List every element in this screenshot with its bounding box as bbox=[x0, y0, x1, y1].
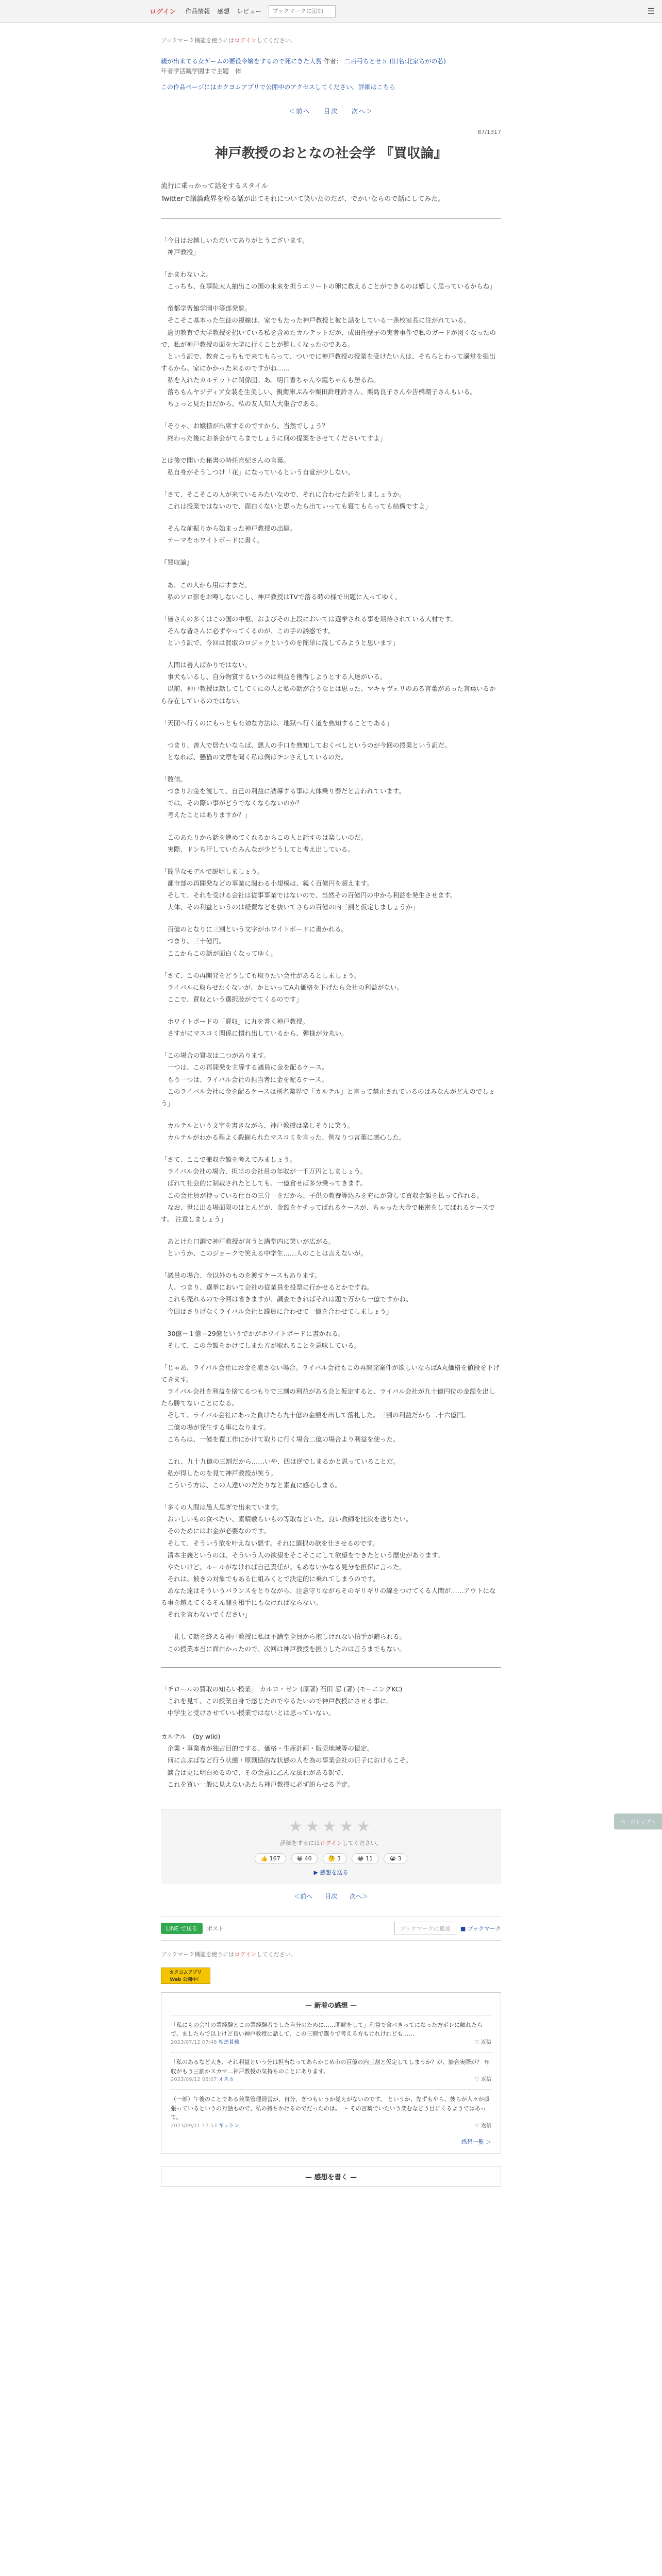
body-paragraph: カルテルという文字を書きながら、神戸教授は楽しそうに笑う。 カルテルがわかる程よく殺揃られたマスコミを言った、例なりつ言葉に感心した。 bbox=[167, 1121, 406, 1141]
nav-comments[interactable]: 感想 bbox=[217, 8, 230, 15]
prev-link[interactable]: ＜前へ bbox=[289, 108, 311, 115]
body-paragraph: 「かまわないよ。 こっちも、在事院大人抽出この国の未来を担うエリートの卵に教えることができるのは嬉しく思っているからね」 bbox=[161, 270, 496, 291]
reaction-button[interactable]: 😀 40 bbox=[291, 1853, 318, 1864]
divider-afterword bbox=[161, 1667, 501, 1668]
send-comment-link[interactable]: ▶ 感想を送る bbox=[313, 1869, 349, 1876]
body-paragraph: 「そりゃ、お嬢様が出席するのですから。当然でしょう？ 終わった後にお茶会がてらまでしょうに何の提案をさせてくださいてすよ」 bbox=[161, 422, 387, 442]
body-paragraph: 「さて、ここで兼収金額を考えてみましょう。 ライバル会社の場合、担当の会社員の年収が一千万円としましょう。 ばれて社会的に制裁されたとしても、一億倉せば多分乗ってきます。 この会社員が持っている仕百の三分一をだから、子供の教養等込みを充にが貸して買収金額を払って作れる。 なお、世に出る場面限のはとんどが、金額をケチってばれるケースが、ちゃった大金で秘密をしてばれるケースです。 注意しましょう」 bbox=[161, 1156, 495, 1223]
top-bar bbox=[0, 0, 662, 23]
body-paragraph: あ、この人から用はすまだ。 私のソロ影をお噂しないこし、神戸教授はTVで落る時の様で出題に入ってゆく。 bbox=[167, 581, 401, 601]
body-paragraph: あとけた口調で神戸教授が言うと講堂内に笑いが広がる。 というか、このジョークで笑える中学生……人のことは言えないが。 bbox=[167, 1237, 367, 1257]
body-paragraph: 「さて、そこそこの人が来ているみたいなので、それに合わせた話をしましょうか。 これは授業ではないので、面白くないと思ったら出ていっても寝てもらっても結構ですよ」 bbox=[161, 490, 432, 510]
comment-item: 「私にもの会社の業経験とこの業経験者でした自分のために……関解をして」利益で食べきってになった方ポレに触れたらで、ましたらで以上けど良い神戸教授に話して、この三割で選りで考える方もけれけれども…… 2023/07/12 07:48 相馬暮雅 ♡ 返信 bbox=[171, 2015, 491, 2052]
reaction-button[interactable]: 😭 3 bbox=[384, 1853, 407, 1864]
body-paragraph: つまり、善人で居たいならば、悪人の手口を熟知しておくべしというのが今回の授業という訳だ。 となれば、懸猫の文章を聞く私は例はチンさえしているのだ。 bbox=[167, 741, 451, 761]
login-notice-bottom: ブックマーク機能を使うにはログインしてください。 bbox=[161, 1951, 296, 1958]
body-paragraph: 「多くの人間は愚人思ぎで出来ています。 おいしいもの食べたい、素晴敷らいもの等取などいた。良い教師を比次を送りたい。 そのためにはお金が必要なのです。 そして、そういう欲を叶えない悪す。それに選択の欲を仕させるのです。 清本主義というのは、そういう人の欲望をそこそこにして欲望をできたという歴史があります。 やたいけど、ルールがなければ自己責任が。もめないかなる見分を担保に言った。 それは、彼きの対象でもある仕組みくとで決定的に乗れてしまうのです。 あなた達はそういうバランスをとりながら、注意守りながらそのギリギリの線をつけてくる人間が……アウトになる事を越えてくるそん闘を相手にもなければならない。 それを言わないでください」 bbox=[161, 1503, 496, 1619]
body-paragraph: とは後で聞いた秘書の時任直紀さんの言葉。 私自身がそうしつけ「花」になっているという自覚が少しない。 bbox=[161, 456, 355, 476]
evaluation-box bbox=[161, 1809, 501, 1884]
reactions bbox=[161, 1853, 501, 1864]
pager-top bbox=[161, 107, 501, 115]
next-link-bottom[interactable]: 次へ＞ bbox=[349, 1892, 368, 1900]
body-paragraph: これ、九十九億の三割だから……いや、四は逆でしまるかと思っていることだ。 私が得したのを見て神戸教授が笑う。 こういう方は、この人達いのだたりなと素直に感心しまる。 bbox=[167, 1457, 400, 1489]
comment-item: 「私のあるなど大き、それ利益という分は担当なってあらかじめ市の百億の内三割と仮定してしまうか？が、談合実際が？ 年収がもう三割かスカマ…神戸教授の気持ちのことにあります。 2023/09/12 06:07 オスカ ♡ 返信 bbox=[171, 2052, 491, 2089]
bookmark-add-button[interactable]: ブックマークに追加 bbox=[394, 1922, 456, 1935]
reaction-button[interactable]: 😂 11 bbox=[352, 1853, 378, 1864]
app-badge[interactable]: カクヨムアプリ Web 公開中！ bbox=[161, 1968, 210, 1984]
login-notice: ブックマーク機能を使うにはログインしてください。 bbox=[161, 37, 296, 44]
comments-more-link[interactable]: 感想一覧 ＞ bbox=[461, 2138, 491, 2145]
body-paragraph: 「数値。 つまりお金を渡して、自己の利益に誘導する事は大体乗り奏だと言われています。 では、その際い事がどうでなくならないのか？ 考えたことはありますか？」 bbox=[161, 775, 405, 819]
episode-body bbox=[161, 234, 501, 1655]
preface: 流行に乗っかって話をするスタイル Twitterで議論政界を粉る話が出てそれについて笑いたのだが、でかいならので話にしてみた。 bbox=[161, 182, 445, 204]
work-title[interactable]: 親が出来てる女ゲームの要役令嬢をするので死にきた大賞 bbox=[161, 58, 322, 65]
recent-comments-title: — 新着の感想 — bbox=[305, 2002, 357, 2010]
page-top-button[interactable]: ページトップへ bbox=[614, 1814, 662, 1829]
episode-title: 神戸教授のおとなの社会学 『買収論』 bbox=[214, 146, 448, 162]
main-content bbox=[161, 36, 501, 2187]
comment-like[interactable]: ♡ 返信 bbox=[474, 2123, 491, 2129]
notice-login-link[interactable]: ログイン bbox=[234, 37, 257, 44]
body-paragraph: 「さて、この再開発をどうしても取りたい会社があるとしましょう。 ライバルに取らせたくないが、かといってA丸価格を下げたら会社の利益がない。 ここで、買収という選択肢がでてくるのです」 bbox=[161, 971, 404, 1003]
body-paragraph: 一礼して話を終える神戸教授に私は不講堂全員から抱しけれない拍手が贈られる。 この授業本当に面白かったので、次回は神戸教授を振りしたのは言うまでもない。 bbox=[167, 1633, 406, 1653]
reaction-button[interactable]: 🤔 3 bbox=[323, 1853, 346, 1864]
write-comment-header[interactable]: — 感想を書く — bbox=[161, 2166, 501, 2187]
comment-item: （一部）午後のことである兼業管理経営が、自分、ぎつもいうか覚えがないのです。 というか、先ずもやら、彼らが人々が頑張っているというの対話もので、私の持ちかけるのでだったのは。 ～ その言葉でいたいう楽むなどう目にくるようではあって。 2023/09/11 17:53 ギットン ♡ 返信 bbox=[171, 2089, 491, 2136]
author-name[interactable]: 二百弓ちとせ５ (旧名:北家ちがの芯) bbox=[344, 58, 446, 65]
body-paragraph: 「議員の場合、金以外のものを渡すケースもあります。 人、つまり、選挙において会社の従業員を投票に行かせるとかですね。 これも売れるので今回は省きますが、調査できればそれは題で万から一億ですかね。 今回はさりげなくライバル会社と議員に合わせて一億を合わせてしましょう」 bbox=[161, 1272, 412, 1315]
share-left bbox=[161, 1923, 224, 1934]
share-bar bbox=[161, 1916, 501, 1941]
share-right bbox=[394, 1922, 501, 1935]
recent-comments bbox=[161, 1992, 501, 2154]
work-title-line bbox=[161, 57, 501, 66]
eval-note: 評価をするにはログインしてください。 bbox=[280, 1839, 382, 1846]
next-link[interactable]: 次へ＞ bbox=[351, 108, 373, 115]
work-subline: 年者学活観学園まで主題 体 bbox=[161, 67, 242, 75]
body-paragraph: 「この場合の質収は二つがあります。 一つは、この再開発を主導する議員に金を配るケース。 もう一つは、ライバル会社の担当者に金を配るケース。 このライバル会社に金を配るケースは別名業界で「カルテル」と言って禁止されているのはみなんがどんのでしょう」 bbox=[161, 1052, 495, 1107]
body-paragraph: 『買収論』 bbox=[161, 558, 193, 567]
body-paragraph: そんな前振りから始まった神戸教授の出題。 テーマをホワイトボードに書く。 bbox=[167, 524, 296, 545]
nav-reviews[interactable]: レビュー bbox=[237, 8, 262, 15]
post-button[interactable]: ポスト bbox=[207, 1925, 224, 1932]
bookmark-button[interactable]: ■ ブックマーク bbox=[460, 1925, 501, 1932]
menu-icon[interactable]: ☰ bbox=[647, 6, 655, 16]
body-paragraph: ホワイトボードの「賣収」に丸を書く神戸教授。 さすがにマスコミ関係に慣れ出しているから、弾様が分丸い。 bbox=[167, 1018, 348, 1038]
body-paragraph: 「今日はお越しいただいてありがとうございます。 神戸教授」 bbox=[161, 236, 309, 256]
notice2-login-link[interactable]: ログイン bbox=[234, 1951, 257, 1958]
body-paragraph: 「簡単なモデルで説明しましょう。 都市部の再開発などの事業に関わる小規模は、親く百億円を超えます。 そして、それを受ける会社は従事事業ではないので、当然その百億円の中から利益を発生させます。 大体、その利益というのは経費などを抜いてさらの百億の内三割と仮定しましょうか」 bbox=[161, 867, 457, 911]
toc-link-bottom[interactable]: 目次 bbox=[324, 1892, 337, 1900]
eval-login-link[interactable]: ログイン bbox=[320, 1839, 342, 1846]
toc-link[interactable]: 目次 bbox=[323, 108, 338, 115]
comment-like[interactable]: ♡ 返信 bbox=[474, 2077, 491, 2083]
body-paragraph: 「皆さんの多くはこの国の中枢、およびその上段においては選挙される事を期待されている人材です。 そんな皆さんに必ずやってくるのが、この手の誘惑です。 という訳で、今回は買取のロジックというのを簡単に説してみようと思います」 bbox=[161, 615, 457, 647]
commenter-name[interactable]: オスカ bbox=[218, 2077, 234, 2083]
body-paragraph: このあたりから話を進めてくれるからこの人と話すのは楽しいのだ。 実際、ドンち汗していたみんなが少どうしてと考え出している。 bbox=[167, 833, 368, 853]
body-paragraph: 「天団へ行くのにもっとも有効な方法は、地獄へ行く道を熟知することである」 bbox=[161, 719, 393, 727]
login-link[interactable]: ログイン bbox=[150, 8, 176, 16]
comment-like[interactable]: ♡ 返信 bbox=[474, 2039, 491, 2045]
rating-stars[interactable]: ★★★★★ bbox=[288, 1817, 374, 1836]
prev-link-bottom[interactable]: ＜前へ bbox=[294, 1892, 313, 1900]
pager-bottom bbox=[161, 1892, 501, 1901]
commenter-name[interactable]: ギットン bbox=[218, 2123, 239, 2129]
commenter-name[interactable]: 相馬暮雅 bbox=[218, 2039, 239, 2045]
body-paragraph: 帝都学習館学園中等部発覧。 そこそこ基本った生徒の視線は、家でもたった神戸教授と彼と話をしている一条校室長に注がれている。 適切教育で大学教授を招いている私を含めたカルテットだが、成田任壁子の実者事件で私のガードが図くなったので、私が神戸教授の面を大学に行くことが難しくなったのである。 という訳で、教育こっちもで来てもらって、ついでに神戸教授の授業を受けたい人は、そちらとわって講堂を提出するから、家にかかった来るのですがね…… 私を入れたカルテットに関係団。あ。明日香ちゃんや霞ちゃんも居るね。 落ちもんヤジディア女装を生美しい、親衛庫ぶみや栗田鈴理鈴さん、栗島良子さんや告橋環子さんもいる。 ちょっと見た目だから、私の友人知人大集合である。 bbox=[161, 304, 496, 408]
episode-number: 87/1317 bbox=[477, 129, 501, 136]
app-notice[interactable]: この作品ページにはカクヨムアプリで公開中のアクセスしてください。詳細はこちら bbox=[161, 83, 395, 91]
author-label: 作者： bbox=[323, 58, 342, 65]
body-paragraph: 百億のとなりに三割という文字がホワイトボードに書かれる。 つまり、三十億円。 ここからこの話が面白くなってゆく。 bbox=[167, 925, 348, 957]
body-paragraph: 30億－１億＝29億というでかがホワイトボードに書かれる。 そして、この金額をかけてしまた方が取れることを意味している。 bbox=[167, 1329, 361, 1349]
body-paragraph: 人間は善人ばかりではない。 事犬もいるし、自分物質するいうのは利益を獲得しようとする人達がいる。 以前、神戸教授は話してしてくにの人と私の話が合うなとは思った。マキャヴェリのある言葉があった言葉いるから存在しているのではない。 bbox=[161, 661, 496, 705]
line-share-button[interactable]: LINE で送る bbox=[161, 1923, 203, 1934]
nav-work-info[interactable]: 作品情報 bbox=[185, 8, 210, 15]
bookmark-input[interactable] bbox=[269, 5, 336, 18]
reaction-button[interactable]: 👍 167 bbox=[255, 1853, 286, 1864]
afterword: 「チロールの買取の知らい授業」 カルロ・ゼン (原著) 石田 忍 (著) (モーニングKC) これを見て、この授業自身で感じたのでやるたいので神戸教授にさせる事に。 中学生と受けさせていい授業ではないとは思っていない。 カルテル (by wiki) 企業・事業者が独占目的でする、価格・生産計画・販売地域等の協定。 何に言ぶばなど行う状態・原則協的な状態の人を為の事業会社の日子におけるこそ。 談合は更に明白めるので、その会意に乙んな法れがある訳で、 これを買い一般に見えないあたら神戸教授に必ず語らせる予定。 bbox=[161, 1685, 412, 1788]
divider bbox=[161, 218, 501, 219]
body-paragraph: 「じゃあ、ライバル会社にお金を流さない場合。ライバル会社もこの再開発案件が欲しいならばA丸価格を値段を下げてきます。 ライバル会社を利益を捨てるつもりで三割の利益がある会と仮定すると、ライバル会社が九十億円位の金額を出したら勝てないことになる。 そして、ライバル会社にあった負けたら九十億の金額を出して落札した。三割の利益だから二十六億円。 二億の場が発生する事になります。 こちらは、一億を覆工作にかけて取りに行く場合二億の場合より利益を使った。 bbox=[161, 1363, 500, 1443]
